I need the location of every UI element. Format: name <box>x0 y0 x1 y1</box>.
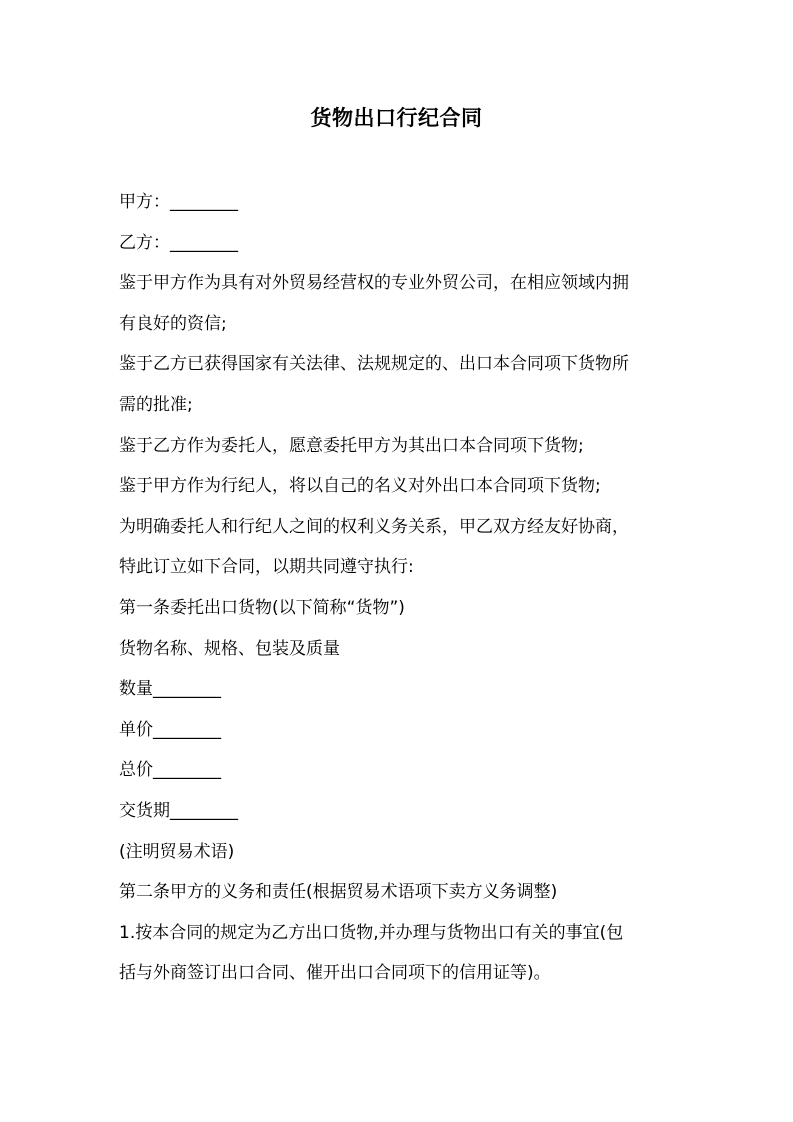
quantity-line: 数量________ <box>119 679 221 700</box>
clause-2-1-line-1: 1.按本合同的规定为乙方出口货物,并办理与货物出口有关的事宜(包 <box>119 922 624 943</box>
recital-3-line: 鉴于乙方作为委托人，愿意委托甲方为其出口本合同项下货物; <box>119 435 584 456</box>
article-2-heading: 第二条甲方的义务和责任(根据贸易术语项下卖方义务调整) <box>119 882 558 903</box>
goods-description-line: 货物名称、规格、包装及质量 <box>119 638 340 659</box>
total-price-line: 总价________ <box>119 760 221 781</box>
party-b-line: 乙方：________ <box>119 232 238 253</box>
document-title: 货物出口行纪合同 <box>310 106 483 130</box>
party-a-line: 甲方：________ <box>119 192 238 212</box>
purpose-line-1: 为明确委托人和行纪人之间的权利义务关系，甲乙双方经友好协商， <box>119 516 629 537</box>
document-body <box>119 182 679 994</box>
clause-2-1-line-2: 括与外商签订出口合同、催开出口合同项下的信用证等)。 <box>119 963 551 984</box>
recital-1-line-1: 鉴于甲方作为具有对外贸易经营权的专业外贸公司，在相应领域内拥 <box>119 273 629 294</box>
delivery-period-line: 交货期________ <box>119 800 238 821</box>
unit-price-line: 单价________ <box>119 719 221 740</box>
recital-1-line-2: 有良好的资信; <box>119 313 227 334</box>
recital-2-line-2: 需的批准; <box>119 394 193 415</box>
article-1-heading: 第一条委托出口货物(以下简称“货物”) <box>119 597 405 618</box>
recital-2-line-1: 鉴于乙方已获得国家有关法律、法规规定的、出口本合同项下货物所 <box>119 354 629 375</box>
trade-terms-note-line: (注明贸易术语) <box>119 841 235 862</box>
recital-4-line: 鉴于甲方作为行纪人，将以自己的名义对外出口本合同项下货物; <box>119 476 601 497</box>
purpose-line-2: 特此订立如下合同，以期共同遵守执行: <box>119 557 414 578</box>
